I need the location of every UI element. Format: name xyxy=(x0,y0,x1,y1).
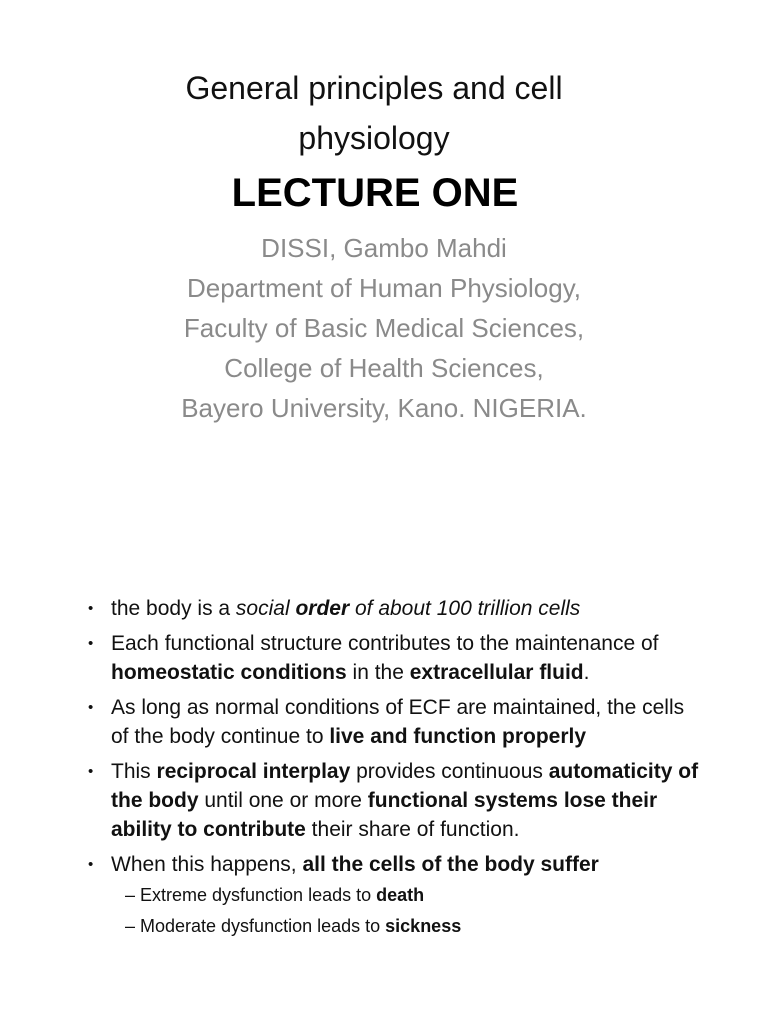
author-block xyxy=(0,228,768,428)
title-line-1: General principles and cell xyxy=(185,70,563,106)
bullet-marker: • xyxy=(88,699,94,716)
author-name: DISSI, Gambo Mahdi xyxy=(261,233,507,263)
bullet-item xyxy=(84,594,704,623)
bullet-text-bold: functional systems lose their ability to contribute xyxy=(111,789,658,841)
sub-bullet-item xyxy=(84,881,704,910)
sub-bullet-marker: – xyxy=(125,885,136,905)
sub-bullet-text: Extreme dysfunction leads to xyxy=(140,885,377,905)
sub-bullet-marker: – xyxy=(125,916,136,936)
author-department: Department of Human Physiology, xyxy=(186,273,582,303)
bullet-text: the body is a xyxy=(111,597,236,620)
bullet-list xyxy=(84,594,704,941)
bullet-text: in the xyxy=(346,661,410,684)
bullet-item xyxy=(84,629,704,687)
author-university: Bayero University, Kano. NIGERIA. xyxy=(181,393,587,423)
bullet-text: until one or more xyxy=(198,789,368,812)
bullet-text: . xyxy=(583,661,590,684)
bullet-item xyxy=(84,757,704,844)
bullet-text: This xyxy=(111,760,157,783)
sub-bullet-item xyxy=(84,912,704,941)
bullet-text: provides continuous xyxy=(350,760,549,783)
bullet-text-bold: extracellular fluid xyxy=(409,661,584,684)
title-line-2: physiology xyxy=(298,120,450,156)
bullet-item xyxy=(84,693,704,751)
bullet-item xyxy=(84,850,704,879)
lecture-heading: LECTURE ONE xyxy=(231,171,519,215)
bullet-marker: • xyxy=(88,856,94,873)
bullet-text-bold: live and function properly xyxy=(329,725,587,748)
bullet-marker: • xyxy=(88,600,94,617)
author-faculty: Faculty of Basic Medical Sciences, xyxy=(183,313,585,343)
bullet-text: As long as normal conditions of ECF are maintained, the cells of the body continue to xyxy=(111,696,685,748)
bullet-text-bold-italic: order xyxy=(295,597,350,620)
bullet-text-bold: homeostatic conditions xyxy=(111,661,347,684)
bullet-text-italic: social xyxy=(235,597,296,620)
title-slide-heading xyxy=(0,63,748,163)
bullet-text: Each functional structure contributes to the maintenance of xyxy=(111,632,659,655)
bullet-text: When this happens, xyxy=(111,853,303,876)
sub-bullet-text-bold: death xyxy=(376,885,425,905)
sub-bullet-text-bold: sickness xyxy=(385,916,462,936)
bullet-marker: • xyxy=(88,635,94,652)
bullet-text-bold: all the cells of the body suffer xyxy=(302,853,599,876)
bullet-text-bold: reciprocal interplay xyxy=(156,760,351,783)
bullet-marker: • xyxy=(88,763,94,780)
bullet-text-bold: automaticity of the body xyxy=(111,760,699,812)
sub-bullet-text: Moderate dysfunction leads to xyxy=(140,916,386,936)
author-college: College of Health Sciences, xyxy=(224,353,544,383)
bullet-text: their share of function. xyxy=(305,818,520,841)
bullet-text-italic: of about 100 trillion cells xyxy=(349,597,581,620)
